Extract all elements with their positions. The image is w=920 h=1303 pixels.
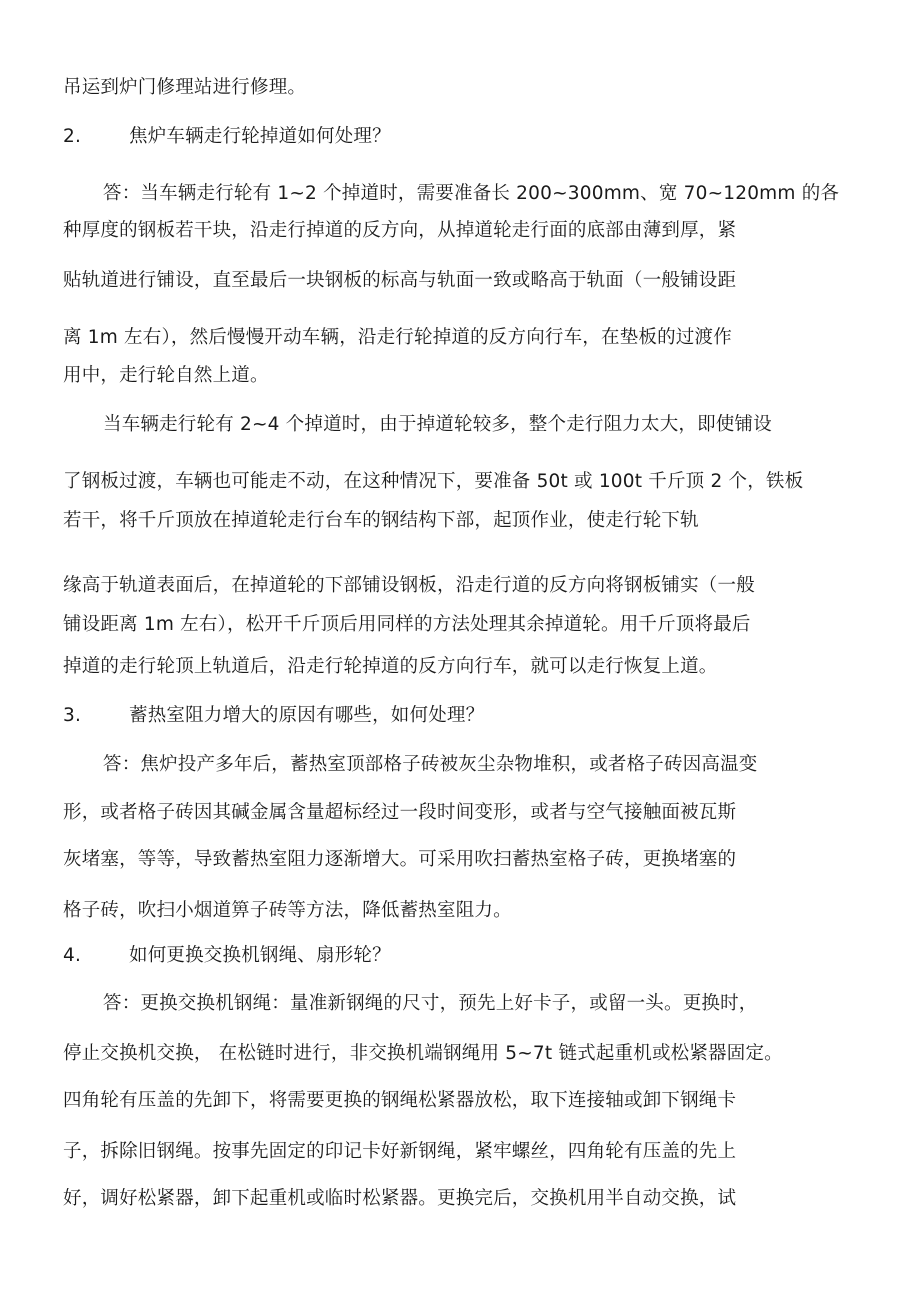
text-line: 灰堵塞，等等，导致蓄热室阻力逐渐增大。可采用吹扫蓄热室格子砖，更换堵塞的 bbox=[63, 849, 737, 870]
question-4-heading bbox=[63, 945, 391, 967]
question-text: 焦炉车辆走行轮掉道如何处理？ bbox=[129, 126, 391, 147]
text-line: 四角轮有压盖的先卸下，将需要更换的钢绳松紧器放松，取下连接轴或卸下钢绳卡 bbox=[63, 1090, 737, 1111]
text-line: 停止交换机交换， 在松链时进行，非交换机端钢绳用 5~7t 链式起重机或松紧器固定。 bbox=[63, 1043, 783, 1064]
question-number: 3. bbox=[63, 705, 82, 726]
text-line: 缘高于轨道表面后，在掉道轮的下部铺设钢板，沿走行道的反方向将钢板铺实（一般 bbox=[63, 575, 755, 596]
text-line: 若干，将千斤顶放在掉道轮走行台车的钢结构下部，起顶作业，使走行轮下轨 bbox=[63, 510, 699, 531]
question-text: 如何更换交换机钢绳、扇形轮？ bbox=[129, 945, 391, 966]
question-2-heading bbox=[63, 126, 391, 148]
text-line: 了钢板过渡，车辆也可能走不动，在这种情况下，要准备 50t 或 100t 千斤顶 2 个，铁板 bbox=[63, 471, 804, 492]
text-line: 好，调好松紧器，卸下起重机或临时松紧器。更换完后，交换机用半自动交换，试 bbox=[63, 1188, 737, 1209]
text-line: 吊运到炉门修理站进行修理。 bbox=[63, 77, 307, 98]
text-line: 掉道的走行轮顶上轨道后，沿走行轮掉道的反方向行车，就可以走行恢复上道。 bbox=[63, 656, 718, 677]
text-line: 格子砖，吹扫小烟道箅子砖等方法，降低蓄热室阻力。 bbox=[63, 900, 512, 921]
question-text: 蓄热室阻力增大的原因有哪些，如何处理？ bbox=[129, 705, 485, 726]
text-line: 铺设距离 1m 左右），松开千斤顶后用同样的方法处理其余掉道轮。用千斤顶将最后 bbox=[63, 614, 751, 635]
text-line: 子，拆除旧钢绳。按事先固定的印记卡好新钢绳，紧牢螺丝，四角轮有压盖的先上 bbox=[63, 1141, 737, 1162]
question-number: 4. bbox=[63, 945, 82, 966]
text-line: 贴轨道进行铺设，直至最后一块钢板的标高与轨面一致或略高于轨面（一般铺设距 bbox=[63, 270, 737, 291]
text-line: 当车辆走行轮有 2~4 个掉道时，由于掉道轮较多，整个走行阻力太大，即使铺设 bbox=[103, 414, 772, 435]
text-line: 用中，走行轮自然上道。 bbox=[63, 365, 269, 386]
text-line: 种厚度的钢板若干块，沿走行掉道的反方向，从掉道轮走行面的底部由薄到厚，紧 bbox=[63, 220, 737, 241]
question-number: 2. bbox=[63, 126, 82, 147]
question-3-heading bbox=[63, 705, 484, 727]
text-line: 答：更换交换机钢绳：量准新钢绳的尺寸，预先上好卡子，或留一头。更换时， bbox=[103, 993, 758, 1014]
text-line: 答：焦炉投产多年后，蓄热室顶部格子砖被灰尘杂物堆积，或者格子砖因高温变 bbox=[103, 754, 758, 775]
text-line: 离 1m 左右），然后慢慢开动车辆，沿走行轮掉道的反方向行车，在垫板的过渡作 bbox=[63, 327, 732, 348]
text-line: 答：当车辆走行轮有 1~2 个掉道时，需要准备长 200~300mm、宽 70~120mm 的各 bbox=[103, 183, 840, 204]
text-line: 形，或者格子砖因其碱金属含量超标经过一段时间变形，或者与空气接触面被瓦斯 bbox=[63, 802, 737, 823]
